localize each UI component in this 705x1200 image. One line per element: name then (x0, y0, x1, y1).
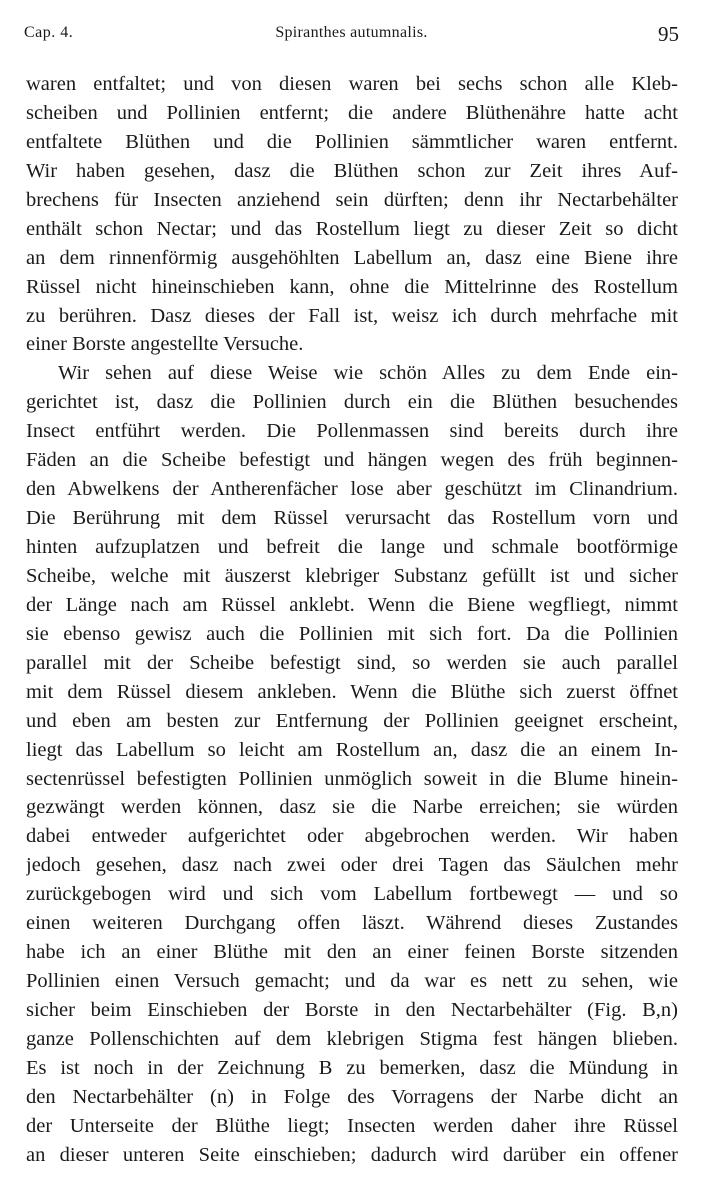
text-line: waren entfaltet; und von diesen waren bei sechs schon alle Kleb- (26, 73, 678, 95)
text-line: einen weiteren Durchgang offen läszt. Während dieses Zustandes (26, 912, 678, 935)
chapter-label: Cap. 4. (24, 24, 74, 41)
text-line: mit dem Rüssel diesem ankleben. Wenn die Blüthe sich zuerst öffnet (26, 680, 678, 703)
text-line: Scheibe, welche mit äuszerst klebriger Substanz gefüllt ist und sicher (26, 564, 678, 587)
text-line: Wir haben gesehen, dasz die Blüthen schon zur Zeit ihres Auf- (26, 159, 678, 182)
text-line: sie ebenso gewisz auch die Pollinien mit sich fort. Da die Pollinien (26, 622, 678, 645)
text-line: Fäden an die Scheibe befestigt und hängen wegen des früh beginnen- (26, 449, 678, 472)
text-line: habe ich an einer Blüthe mit den an einer feinen Borste sitzenden (26, 941, 678, 964)
text-line: hinten aufzuplatzen und befreit die lange und schmale bootförmige (26, 536, 678, 558)
text-line: Insect entführt werden. Die Pollenmassen sind bereits durch ihre (26, 420, 678, 443)
text-line: liegt das Labellum so leicht am Rostellum an, dasz die an einem In- (26, 738, 678, 761)
text-line: sicher beim Einschieben der Borste in den Nectarbehälter (Fig. B,n) (26, 999, 678, 1021)
text-line: den Nectarbehälter (n) in Folge des Vorragens der Narbe dicht an (26, 1085, 678, 1108)
text-line: an dieser unteren Seite einschieben; dadurch wird darüber ein offener (26, 1143, 678, 1166)
running-head (24, 22, 679, 48)
text-line: gerichtet ist, dasz die Pollinien durch ein die Blüthen besuchendes (26, 391, 678, 414)
text-line: Es ist noch in der Zeichnung B zu bemerken, dasz die Mündung in (26, 1056, 678, 1079)
body-text (26, 70, 678, 1170)
text-line: zu berühren. Dasz dieses der Fall ist, weisz ich durch mehrfache mit (26, 304, 678, 327)
text-line: Pollinien einen Versuch gemacht; und da war es nett zu sehen, wie (26, 970, 678, 993)
text-line: der Unterseite der Blüthe liegt; Insecten werden daher ihre Rüssel (26, 1114, 678, 1137)
text-line: ganze Pollenschichten auf dem klebrigen Stigma fest hängen blieben. (26, 1027, 678, 1050)
paragraph-first-line: Wir sehen auf diese Weise wie schön Alles zu dem Ende ein- (58, 362, 678, 385)
text-line: und eben am besten zur Entfernung der Pollinien geeignet erscheint, (26, 709, 678, 732)
text-line: zurückgebogen wird und sich vom Labellum fortbewegt — und so (26, 883, 678, 906)
text-line: sectenrüssel befestigten Pollinien unmöglich soweit in die Blume hinein- (26, 767, 678, 790)
text-line: brechens für Insecten anziehend sein dürften; denn ihr Nectarbehälter (26, 188, 678, 211)
text-line: jedoch gesehen, dasz nach zwei oder drei Tagen das Säulchen mehr (26, 854, 678, 877)
text-line: Die Berührung mit dem Rüssel verursacht das Rostellum vorn und (26, 507, 678, 530)
text-line: dabei entweder aufgerichtet oder abgebrochen werden. Wir haben (26, 825, 678, 848)
text-line: Rüssel nicht hineinschieben kann, ohne die Mittelrinne des Rostellum (26, 275, 678, 298)
running-title: Spiranthes autumnalis. (275, 24, 428, 41)
text-line: entfaltete Blüthen und die Pollinien sämmtlicher waren entfernt. (26, 130, 678, 153)
text-line: gezwängt werden können, dasz sie die Narbe erreichen; sie würden (26, 796, 678, 819)
text-line: parallel mit der Scheibe befestigt sind, so werden sie auch parallel (26, 651, 678, 674)
page-number: 95 (658, 22, 679, 46)
text-line: den Abwelkens der Antherenfächer lose aber geschützt im Clinandrium. (26, 478, 678, 501)
text-line: enthält schon Nectar; und das Rostellum liegt zu dieser Zeit so dicht (26, 217, 678, 240)
text-line: der Länge nach am Rüssel anklebt. Wenn die Biene wegfliegt, nimmt (26, 593, 678, 616)
paragraph-end-line: einer Borste angestellte Versuche. (26, 333, 304, 356)
text-line: an dem rinnenförmig ausgehöhlten Labellum an, dasz eine Biene ihre (26, 246, 678, 269)
text-line: scheiben und Pollinien entfernt; die andere Blüthenähre hatte acht (26, 101, 678, 124)
